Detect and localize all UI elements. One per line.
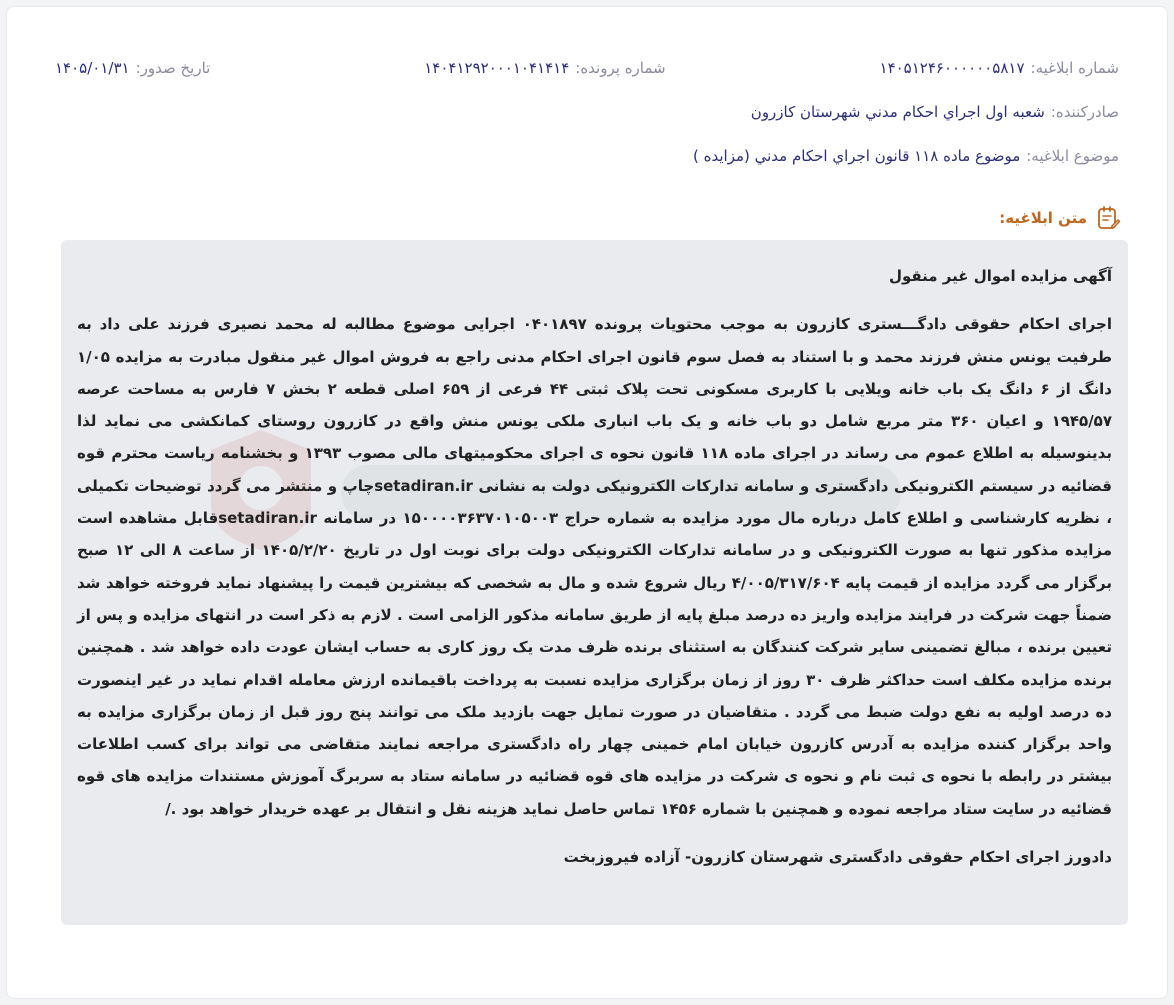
issuer-label: صادرکننده:	[1050, 103, 1119, 121]
notice-body-box	[61, 240, 1128, 925]
notice-card	[6, 6, 1168, 999]
notice-document-icon	[1095, 205, 1121, 231]
notice-body: اجرای احکام حقوقی دادگـــستری کازرون به موجب محتویات پرونده ۰۴۰۱۸۹۷ اجرایی موضوع مطالبه له محمد نصیری فرزند علی داد به طرفیت یونس منش فرزند محمد و با استناد به فصل سوم قانون اجرای احکام مدنی راجع به فروش اموال غیر منقول مبادرت به مزایده ۱/۰۵ دانگ از ۶ دانگ یک باب خانه ویلایی با کاربری مسکونی تحت پلاک ثبتی ۴۴ فرعی از ۶۵۹ اصلی قطعه ۲ بخش ۷ فارس به مساحت عرصه ۱۹۴۵/۵۷ و اعیان ۳۶۰ متر مربع شامل دو باب خانه و یک باب انباری ملکی یونس منش واقع در کازرون روستای کمانکشی می نماید لذا بدینوسیله به اطلاع عموم می رساند در اجرای ماده ۱۱۸ قانون نحوه ی اجرای محکومیتهای مالی مصوب ۱۳۹۳ و بخشنامه ریاست محترم قوه قضائیه در سیستم الکترونیکی دادگستری و سامانه تدارکات الکترونیکی دولت به نشانی setadiran.irچاپ و منتشر می گردد توضیحات تکمیلی ، نظریه کارشناسی و اطلاع کامل درباره مال مورد مزایده به شماره حراج ۱۵۰۰۰۰۳۶۳۷۰۱۰۵۰۰۳ در سامانه setadiran.irقابل مشاهده است مزایده مذکور تنها به صورت الکترونیکی و در سامانه تدارکات الکترونیکی دولت برای نوبت اول در تاریخ ۱۴۰۵/۲/۲۰ از ساعت ۸ الی ۱۲ صبح برگزار می گردد مزایده از قیمت پایه ۴/۰۰۵/۳۱۷/۶۰۴ ریال شروع شده و مال به شخصی که بیشترین قیمت را پیشنهاد نماید فروخته خواهد شد ضمناً جهت شرکت در فرایند مزایده واریز ده درصد مبلغ پایه از طریق سامانه مذکور الزامی است . لازم به ذکر است در انتهای مزایده و پس از تعیین برنده ، مبالغ تضمینی سایر شرکت کنندگان به استثنای برنده ظرف مدت یک روز کاری به حساب ایشان عودت داده خواهد شد . همچنین برنده مزایده مکلف است حداکثر ظرف ۳۰ روز از زمان برگزاری مزایده نسبت به پرداخت باقیمانده ارزش معامله اقدام نماید در غیر اینصورت ده درصد اولیه به نفع دولت ضبط می گردد . متقاضیان در صورت تمایل جهت بازدید ملک می توانند پنج روز قبل از زمان برگزاری مزایده به واحد برگزار کننده مزایده به آدرس کازرون خیابان امام خمینی چهار راه دادگستری مراجعه نمایند متقاضی می تواند برای کسب اطلاعات بیشتر در رابطه با نحوه ی ثبت نام و نحوه ی شرکت در مزایده های قوه قضائیه در سامانه ستاد به سربرگ آموزش مستندات مزایده های قوه قضائیه در سایت ستاد مراجعه نموده و همچنین با شماره ۱۴۵۶ تماس حاصل نماید هزینه نقل و انتقال بر عهده خریدار خواهد بود ./	[77, 315, 1113, 818]
subject-label: موضوع ابلاغيه:	[1026, 147, 1119, 165]
issue-date-value: ۱۴۰۵/۰۱/۳۱	[55, 59, 130, 77]
notice-number-label: شماره ابلاغيه:	[1030, 59, 1119, 77]
notice-signature: دادورز اجرای احکام حقوقی دادگستری شهرستان کازرون- آزاده فیروزبخت	[563, 848, 1112, 867]
case-number	[424, 59, 665, 77]
case-number-value: ۱۴۰۴۱۲۹۲۰۰۰۱۰۴۱۴۱۴	[424, 59, 570, 77]
meta-row-issuer	[55, 103, 1119, 121]
notice-heading: آگهی مزایده اموال غیر منقول	[888, 267, 1112, 285]
notice-number-value: ۱۴۰۵۱۲۴۶۰۰۰۰۰۰۵۸۱۷	[879, 59, 1025, 77]
notice-content	[77, 260, 1112, 873]
notice-number	[880, 59, 1119, 77]
subject-value: موضوع ماده ۱۱۸ قانون اجراي احكام مدني (مزايده )	[693, 147, 1021, 165]
notice-text-heading	[999, 205, 1121, 231]
issuer-value: شعبه اول اجراي احكام مدني شهرستان كازرون	[750, 103, 1045, 121]
notice-text-title: متن ابلاغیه:	[999, 209, 1087, 227]
issue-date-label: تاریخ صدور:	[135, 59, 211, 77]
meta-row-numbers	[55, 59, 1119, 77]
meta-row-subject	[55, 147, 1119, 165]
issue-date	[55, 59, 210, 77]
case-number-label: شماره پرونده:	[575, 59, 666, 77]
